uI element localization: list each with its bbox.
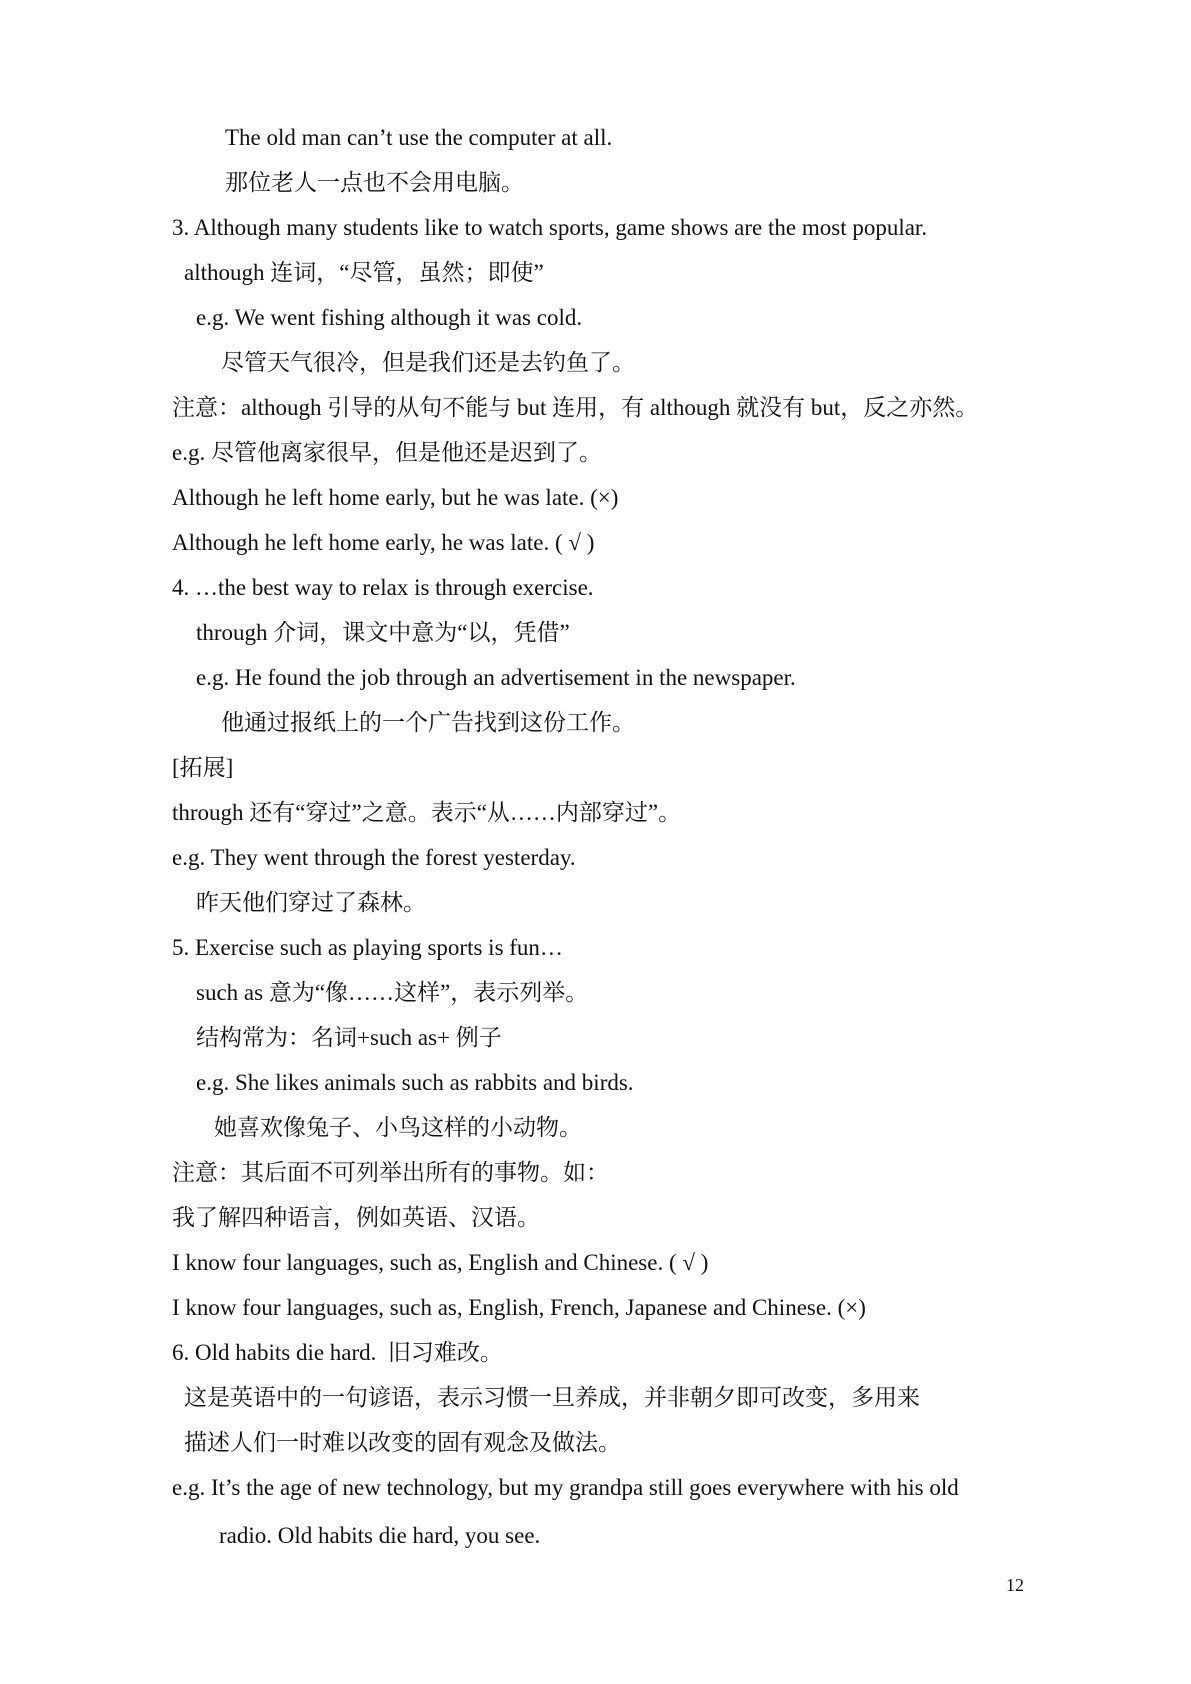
text-line: 注意：although 引导的从句不能与 but 连用，有 although 就没有 but，反之亦然。 (172, 395, 979, 420)
text-line: I know four languages, such as, English and Chinese. ( √ ) (172, 1250, 709, 1275)
text-line: e.g. He found the job through an advertisement in the newspaper. (196, 665, 796, 690)
text-line: 我了解四种语言，例如英语、汉语。 (172, 1205, 540, 1230)
text-line: 尽管天气很冷，但是我们还是去钓鱼了。 (221, 350, 635, 375)
text-line: 描述人们一时难以改变的固有观念及做法。 (184, 1430, 621, 1455)
text-line: such as 意为“像……这样”，表示列举。 (196, 980, 589, 1005)
text-line: 这是英语中的一句谚语，表示习惯一旦养成，并非朝夕即可改变，多用来 (184, 1385, 920, 1410)
text-line: 6. Old habits die hard. 旧习难改。 (172, 1340, 503, 1365)
text-line: 那位老人一点也不会用电脑。 (225, 170, 524, 195)
text-line: 他通过报纸上的一个广告找到这份工作。 (221, 710, 635, 735)
text-line: e.g. 尽管他离家很早，但是他还是迟到了。 (172, 440, 602, 465)
text-line: 4. …the best way to relax is through exercise. (172, 575, 594, 600)
text-line: through 还有“穿过”之意。表示“从……内部穿过”。 (172, 800, 682, 825)
text-line: through 介词，课文中意为“以，凭借” (196, 620, 570, 645)
text-line: Although he left home early, but he was late. (×) (172, 485, 619, 510)
text-line: The old man can’t use the computer at all. (225, 125, 613, 150)
page-number: 12 (1006, 1575, 1024, 1595)
text-line: 3. Although many students like to watch sports, game shows are the most popular. (172, 215, 928, 240)
text-line: although 连词，“尽管，虽然；即使” (184, 260, 544, 285)
text-line: 她喜欢像兔子、小鸟这样的小动物。 (214, 1115, 582, 1140)
text-line: e.g. It’s the age of new technology, but my grandpa still goes everywhere with his old (172, 1475, 959, 1500)
text-line: 结构常为：名词+such as+ 例子 (196, 1025, 502, 1050)
text-line: radio. Old habits die hard, you see. (219, 1523, 541, 1548)
text-line: e.g. She likes animals such as rabbits and birds. (196, 1070, 634, 1095)
text-line: I know four languages, such as, English, French, Japanese and Chinese. (×) (172, 1295, 866, 1320)
text-line: [拓展] (172, 755, 234, 780)
text-line: 昨天他们穿过了森林。 (196, 890, 426, 915)
text-line: 注意：其后面不可列举出所有的事物。如： (172, 1160, 609, 1185)
text-line: Although he left home early, he was late. ( √ ) (172, 530, 595, 555)
text-line: e.g. They went through the forest yesterday. (172, 845, 576, 870)
text-line: e.g. We went fishing although it was cold. (196, 305, 583, 330)
text-line: 5. Exercise such as playing sports is fun… (172, 935, 563, 960)
